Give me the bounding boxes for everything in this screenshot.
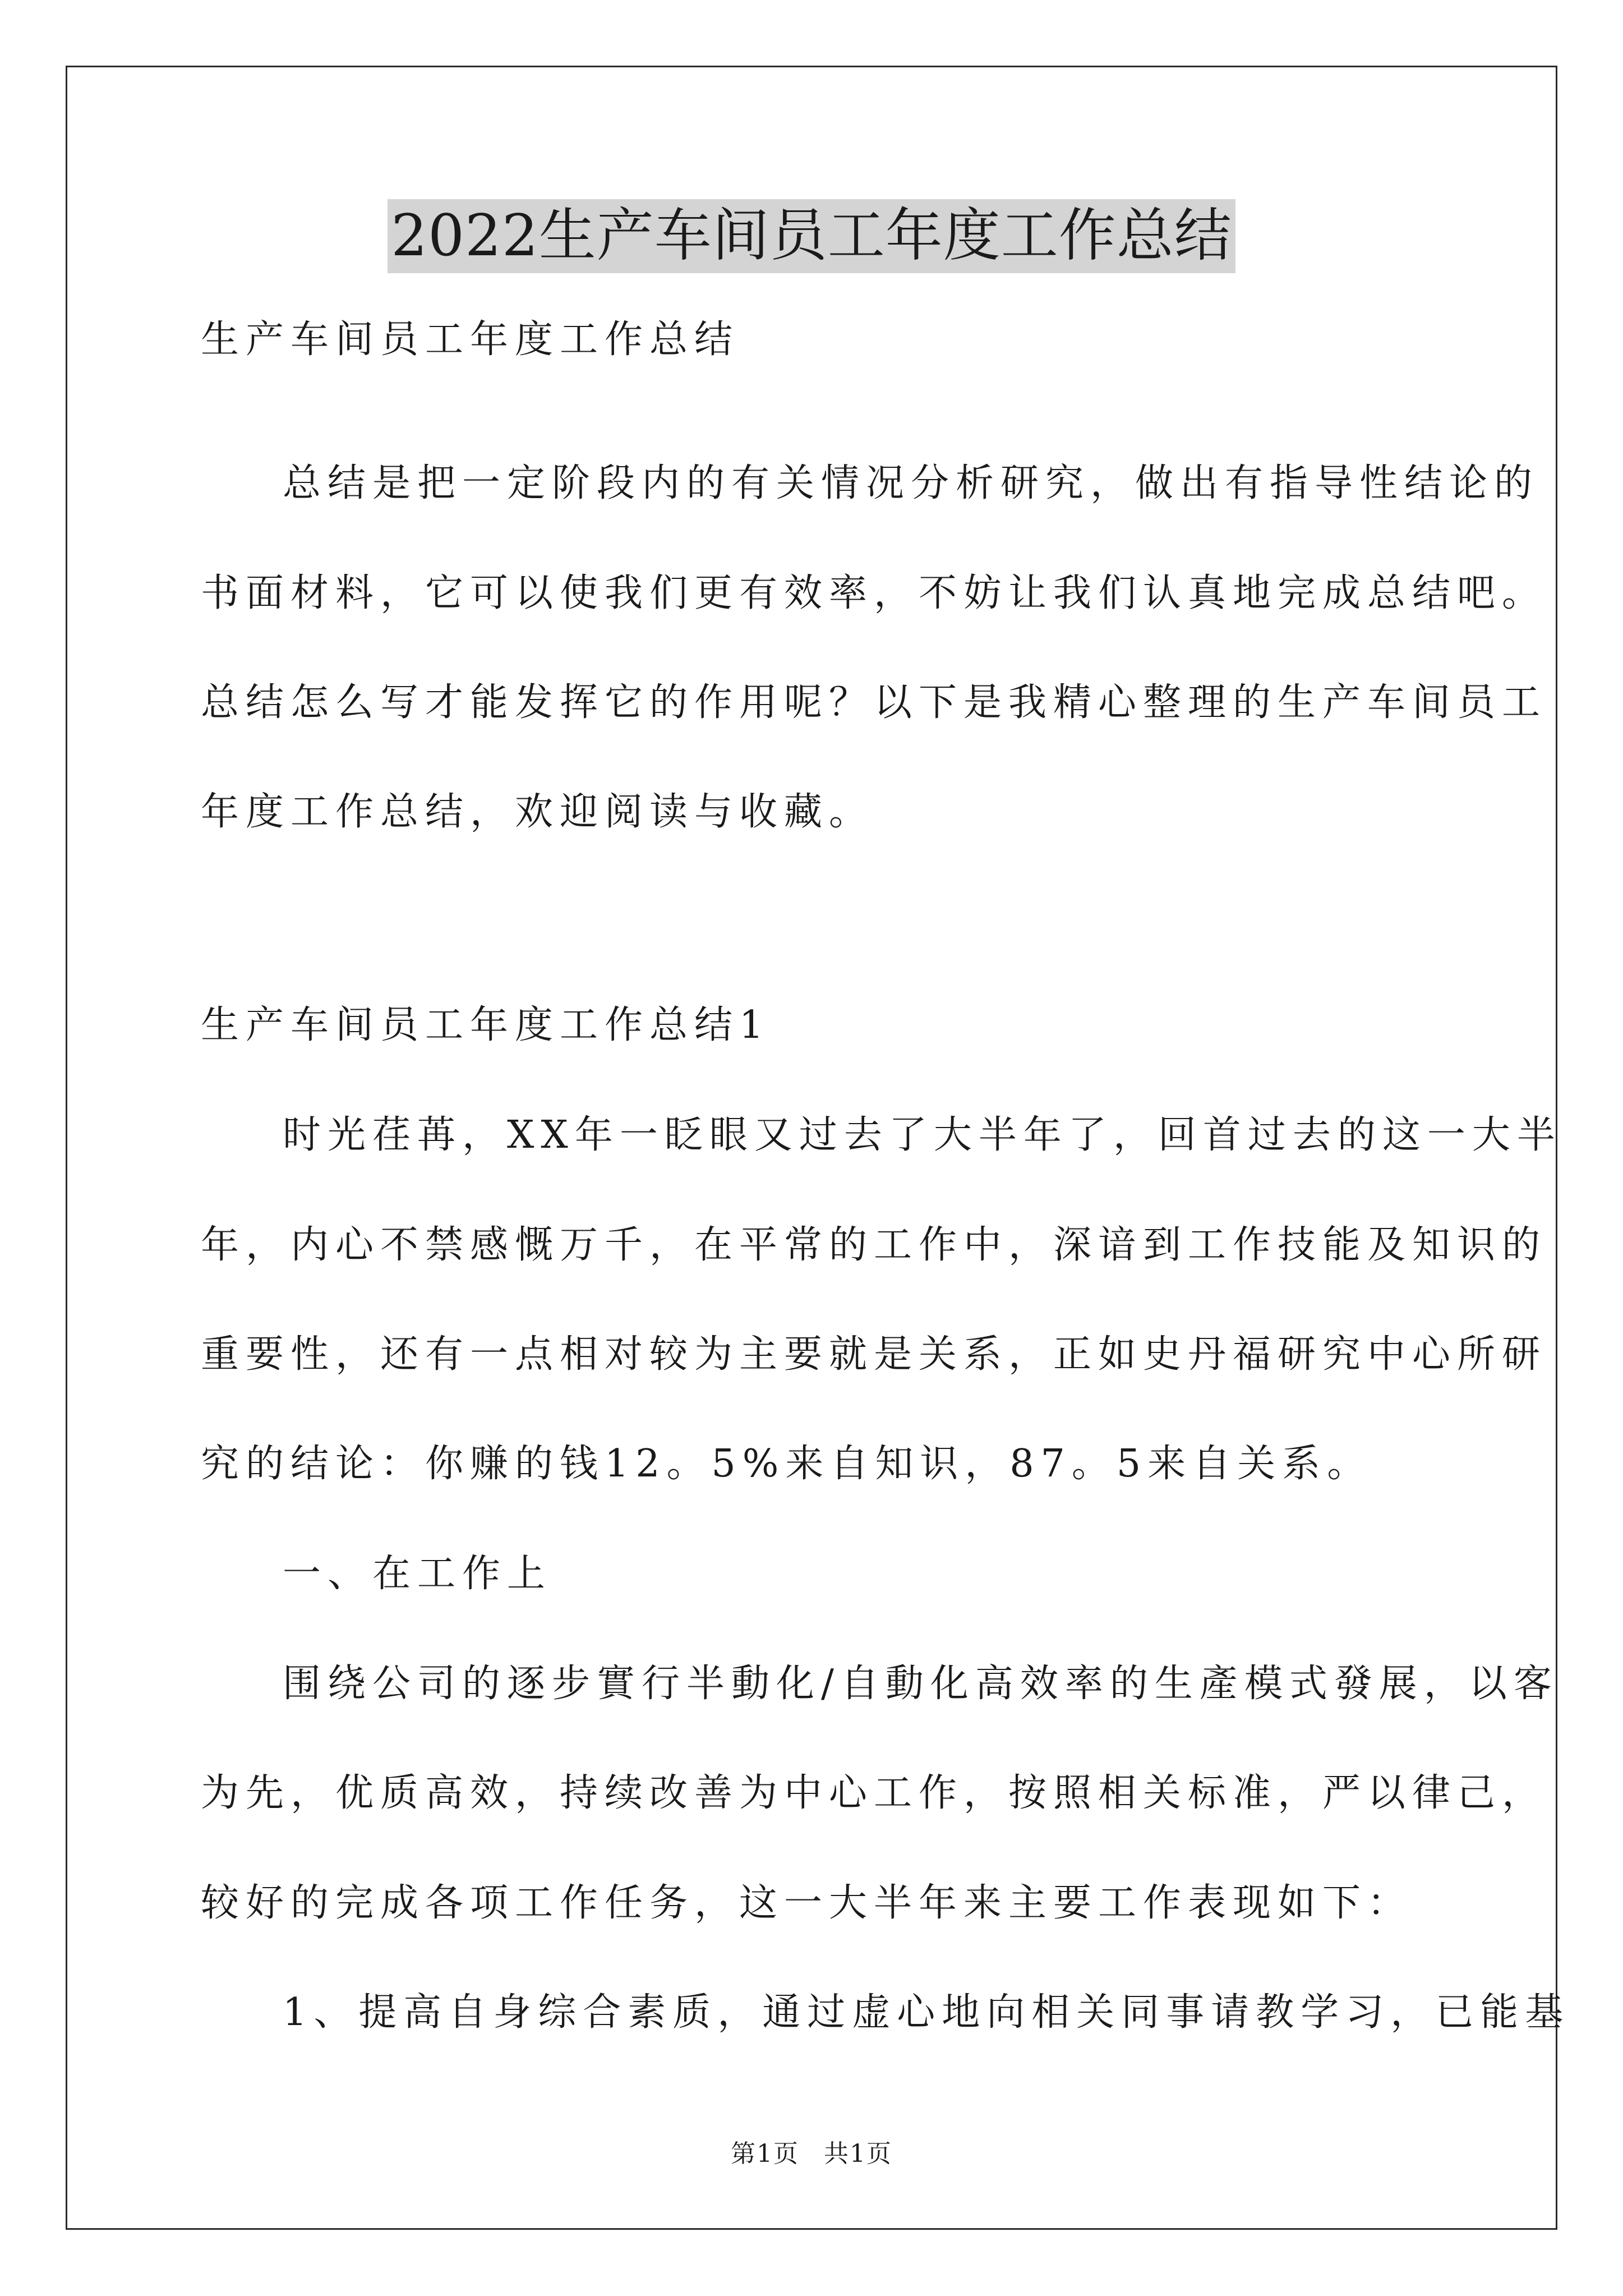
paragraph-line: 总结怎么写才能发挥它的作用呢？以下是我精心整理的生产车间员工 (201, 680, 1547, 725)
title-container (0, 199, 1623, 273)
paragraph-line: 较好的完成各项工作任务，这一大半年来主要工作表现如下： (201, 1881, 1413, 1925)
paragraph-line: 总结是把一定阶段内的有关情况分析研究，做出有指导性结论的 (283, 461, 1539, 505)
paragraph-line: 究的结论：你赚的钱12。5%来自知识，87。5来自关系。 (201, 1442, 1372, 1486)
paragraph-line: 年度工作总结，欢迎阅读与收藏。 (201, 790, 874, 834)
paragraph-line: 重要性，还有一点相对较为主要就是关系，正如史丹福研究中心所研 (201, 1332, 1547, 1377)
page-total: 共1页 (824, 2139, 892, 2168)
document-title: 2022生产车间员工年度工作总结 (388, 199, 1235, 273)
paragraph-line: 时光荏苒，XX年一眨眼又过去了大半年了，回首过去的这一大半 (283, 1113, 1562, 1157)
page-footer (0, 2138, 1623, 2170)
paragraph-line: 年，内心不禁感慨万千，在平常的工作中，深谙到工作技能及知识的 (201, 1223, 1547, 1267)
paragraph-line: 围绕公司的逐步實行半動化/自動化高效率的生產模式發展，以客 (283, 1662, 1559, 1706)
doc-subtitle: 生产车间员工年度工作总结 (201, 318, 740, 362)
paragraph-line: 书面材料，它可以使我们更有效率，不妨让我们认真地完成总结吧。 (201, 571, 1547, 615)
page-number: 第1页 (731, 2139, 799, 2168)
paragraph-line: 1、提高自身综合素质，通过虚心地向相关同事请教学习，已能基 (283, 1990, 1570, 2035)
paragraph-line: 为先，优质高效，持续改善为中心工作，按照相关标准，严以律己， (201, 1771, 1547, 1815)
section-heading: 生产车间员工年度工作总结1 (201, 1003, 771, 1047)
subsection-heading: 一、在工作上 (283, 1552, 552, 1596)
